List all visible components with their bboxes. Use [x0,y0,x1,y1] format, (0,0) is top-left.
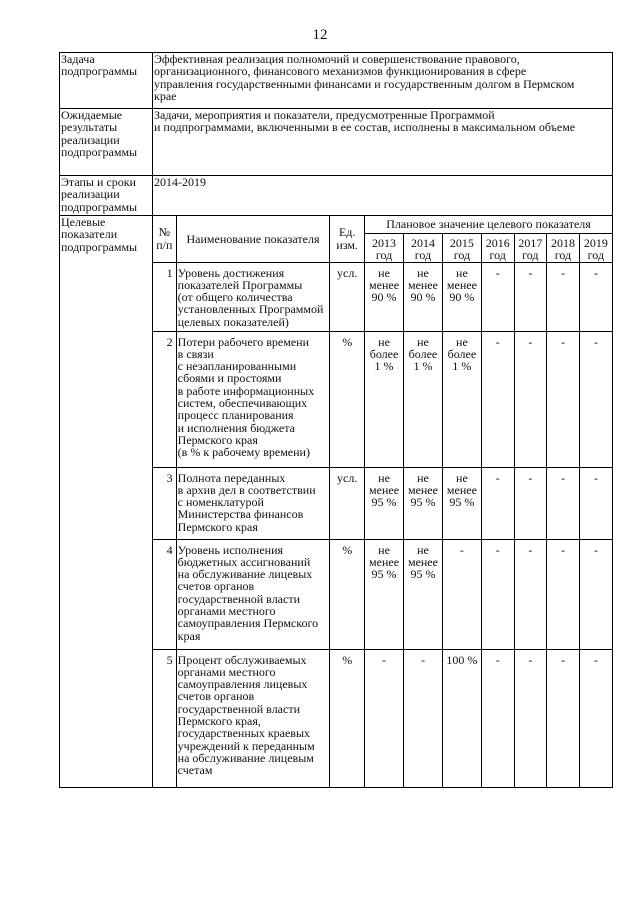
indicator-value-2017: - [514,539,547,649]
name-header: Наименование показателя [176,216,330,262]
indicator-value-2016: - [481,467,514,539]
indicators-table [153,216,612,787]
indicator-value-2019: - [579,331,612,467]
indicator-value-2018: - [547,262,580,331]
year-2019-header: 2019 год [579,233,612,262]
stages-label: Этапы и сроки реализации подпрограммы [60,176,153,216]
indicator-value-2013: не менее 95 % [365,539,404,649]
indicator-num: 5 [153,649,176,787]
indicator-value-2013: не менее 90 % [365,262,404,331]
indicator-value-2015: не менее 90 % [442,262,481,331]
stages-value: 2014-2019 [153,176,613,216]
indicator-value-2019: - [579,262,612,331]
year-2018-header: 2018 год [547,233,580,262]
task-row [60,53,613,109]
subprogram-passport-table [59,52,613,788]
indicator-name: Полнота переданных в архив дел в соответствии с номенклатурой Министерства финансов Пермского края [176,467,330,539]
indicators-row [60,216,613,788]
indicator-value-2014: не менее 95 % [404,467,443,539]
indicator-value-2019: - [579,467,612,539]
indicator-unit: % [330,539,365,649]
results-label: Ожидаемые результаты реализации подпрограммы [60,109,153,176]
indicator-value-2017: - [514,331,547,467]
indicator-num: 1 [153,262,176,331]
indicator-value-2014: - [404,649,443,787]
year-2015-header: 2015 год [442,233,481,262]
indicator-value-2018: - [547,467,580,539]
num-header: № п/п [153,216,176,262]
year-2013-header: 2013 год [365,233,404,262]
year-2017-header: 2017 год [514,233,547,262]
indicator-row-2 [153,331,612,467]
indicator-num: 4 [153,539,176,649]
indicator-value-2016: - [481,262,514,331]
indicator-value-2018: - [547,331,580,467]
indicators-header-row [153,216,612,233]
indicator-value-2015: не менее 95 % [442,467,481,539]
indicator-value-2019: - [579,649,612,787]
indicator-unit: усл. [330,467,365,539]
year-2016-header: 2016 год [481,233,514,262]
indicator-row-1 [153,262,612,331]
indicator-row-5 [153,649,612,787]
indicator-unit: % [330,649,365,787]
results-row [60,109,613,176]
indicator-num: 3 [153,467,176,539]
indicator-unit: % [330,331,365,467]
indicator-name: Потери рабочего времени в связи с незапланированными сбоями и простоями в работе информационных систем, обеспечивающих процесс планирования и исполнения бюджета Пермского края (в % к рабочему времени) [176,331,330,467]
indicator-value-2015: 100 % [442,649,481,787]
indicator-value-2018: - [547,539,580,649]
indicator-row-3 [153,467,612,539]
indicator-value-2014: не более 1 % [404,331,443,467]
indicator-value-2017: - [514,649,547,787]
indicators-label: Целевые показатели подпрограммы [60,216,153,788]
indicator-value-2017: - [514,467,547,539]
indicator-name: Уровень исполнения бюджетных ассигнований на обслуживание лицевых счетов органов государственной власти органами местного самоуправления Пермского края [176,539,330,649]
task-value: Эффективная реализация полномочий и совершенствование правового, организационного, финансового механизмов функционирования в сфере управления государственными финансами и государственным долгом в Пермском крае [153,53,613,109]
task-label: Задача подпрограммы [60,53,153,109]
indicator-value-2014: не менее 90 % [404,262,443,331]
indicator-value-2019: - [579,539,612,649]
indicator-value-2018: - [547,649,580,787]
indicator-value-2015: не более 1 % [442,331,481,467]
stages-row [60,176,613,216]
indicator-name: Процент обслуживаемых органами местного самоуправления лицевых счетов органов государственной власти Пермского края, государственных краевых учреждений к переданным на обслуживание лицевым счетам [176,649,330,787]
indicator-name: Уровень достижения показателей Программы (от общего количества установленных Программой целевых показателей) [176,262,330,331]
unit-header: Ед. изм. [330,216,365,262]
indicator-value-2016: - [481,649,514,787]
indicator-value-2016: - [481,539,514,649]
year-2014-header: 2014 год [404,233,443,262]
indicator-value-2013: - [365,649,404,787]
results-value: Задачи, мероприятия и показатели, предусмотренные Программой и подпрограммами, включенными в ее состав, исполнены в максимальном объеме [153,109,613,176]
indicator-value-2013: не более 1 % [365,331,404,467]
plan-header: Плановое значение целевого показателя [365,216,612,233]
indicator-value-2017: - [514,262,547,331]
indicator-unit: усл. [330,262,365,331]
indicator-value-2013: не менее 95 % [365,467,404,539]
indicator-num: 2 [153,331,176,467]
indicator-row-4 [153,539,612,649]
indicator-value-2015: - [442,539,481,649]
indicator-value-2016: - [481,331,514,467]
indicator-value-2014: не менее 95 % [404,539,443,649]
page-number: 12 [312,27,328,43]
